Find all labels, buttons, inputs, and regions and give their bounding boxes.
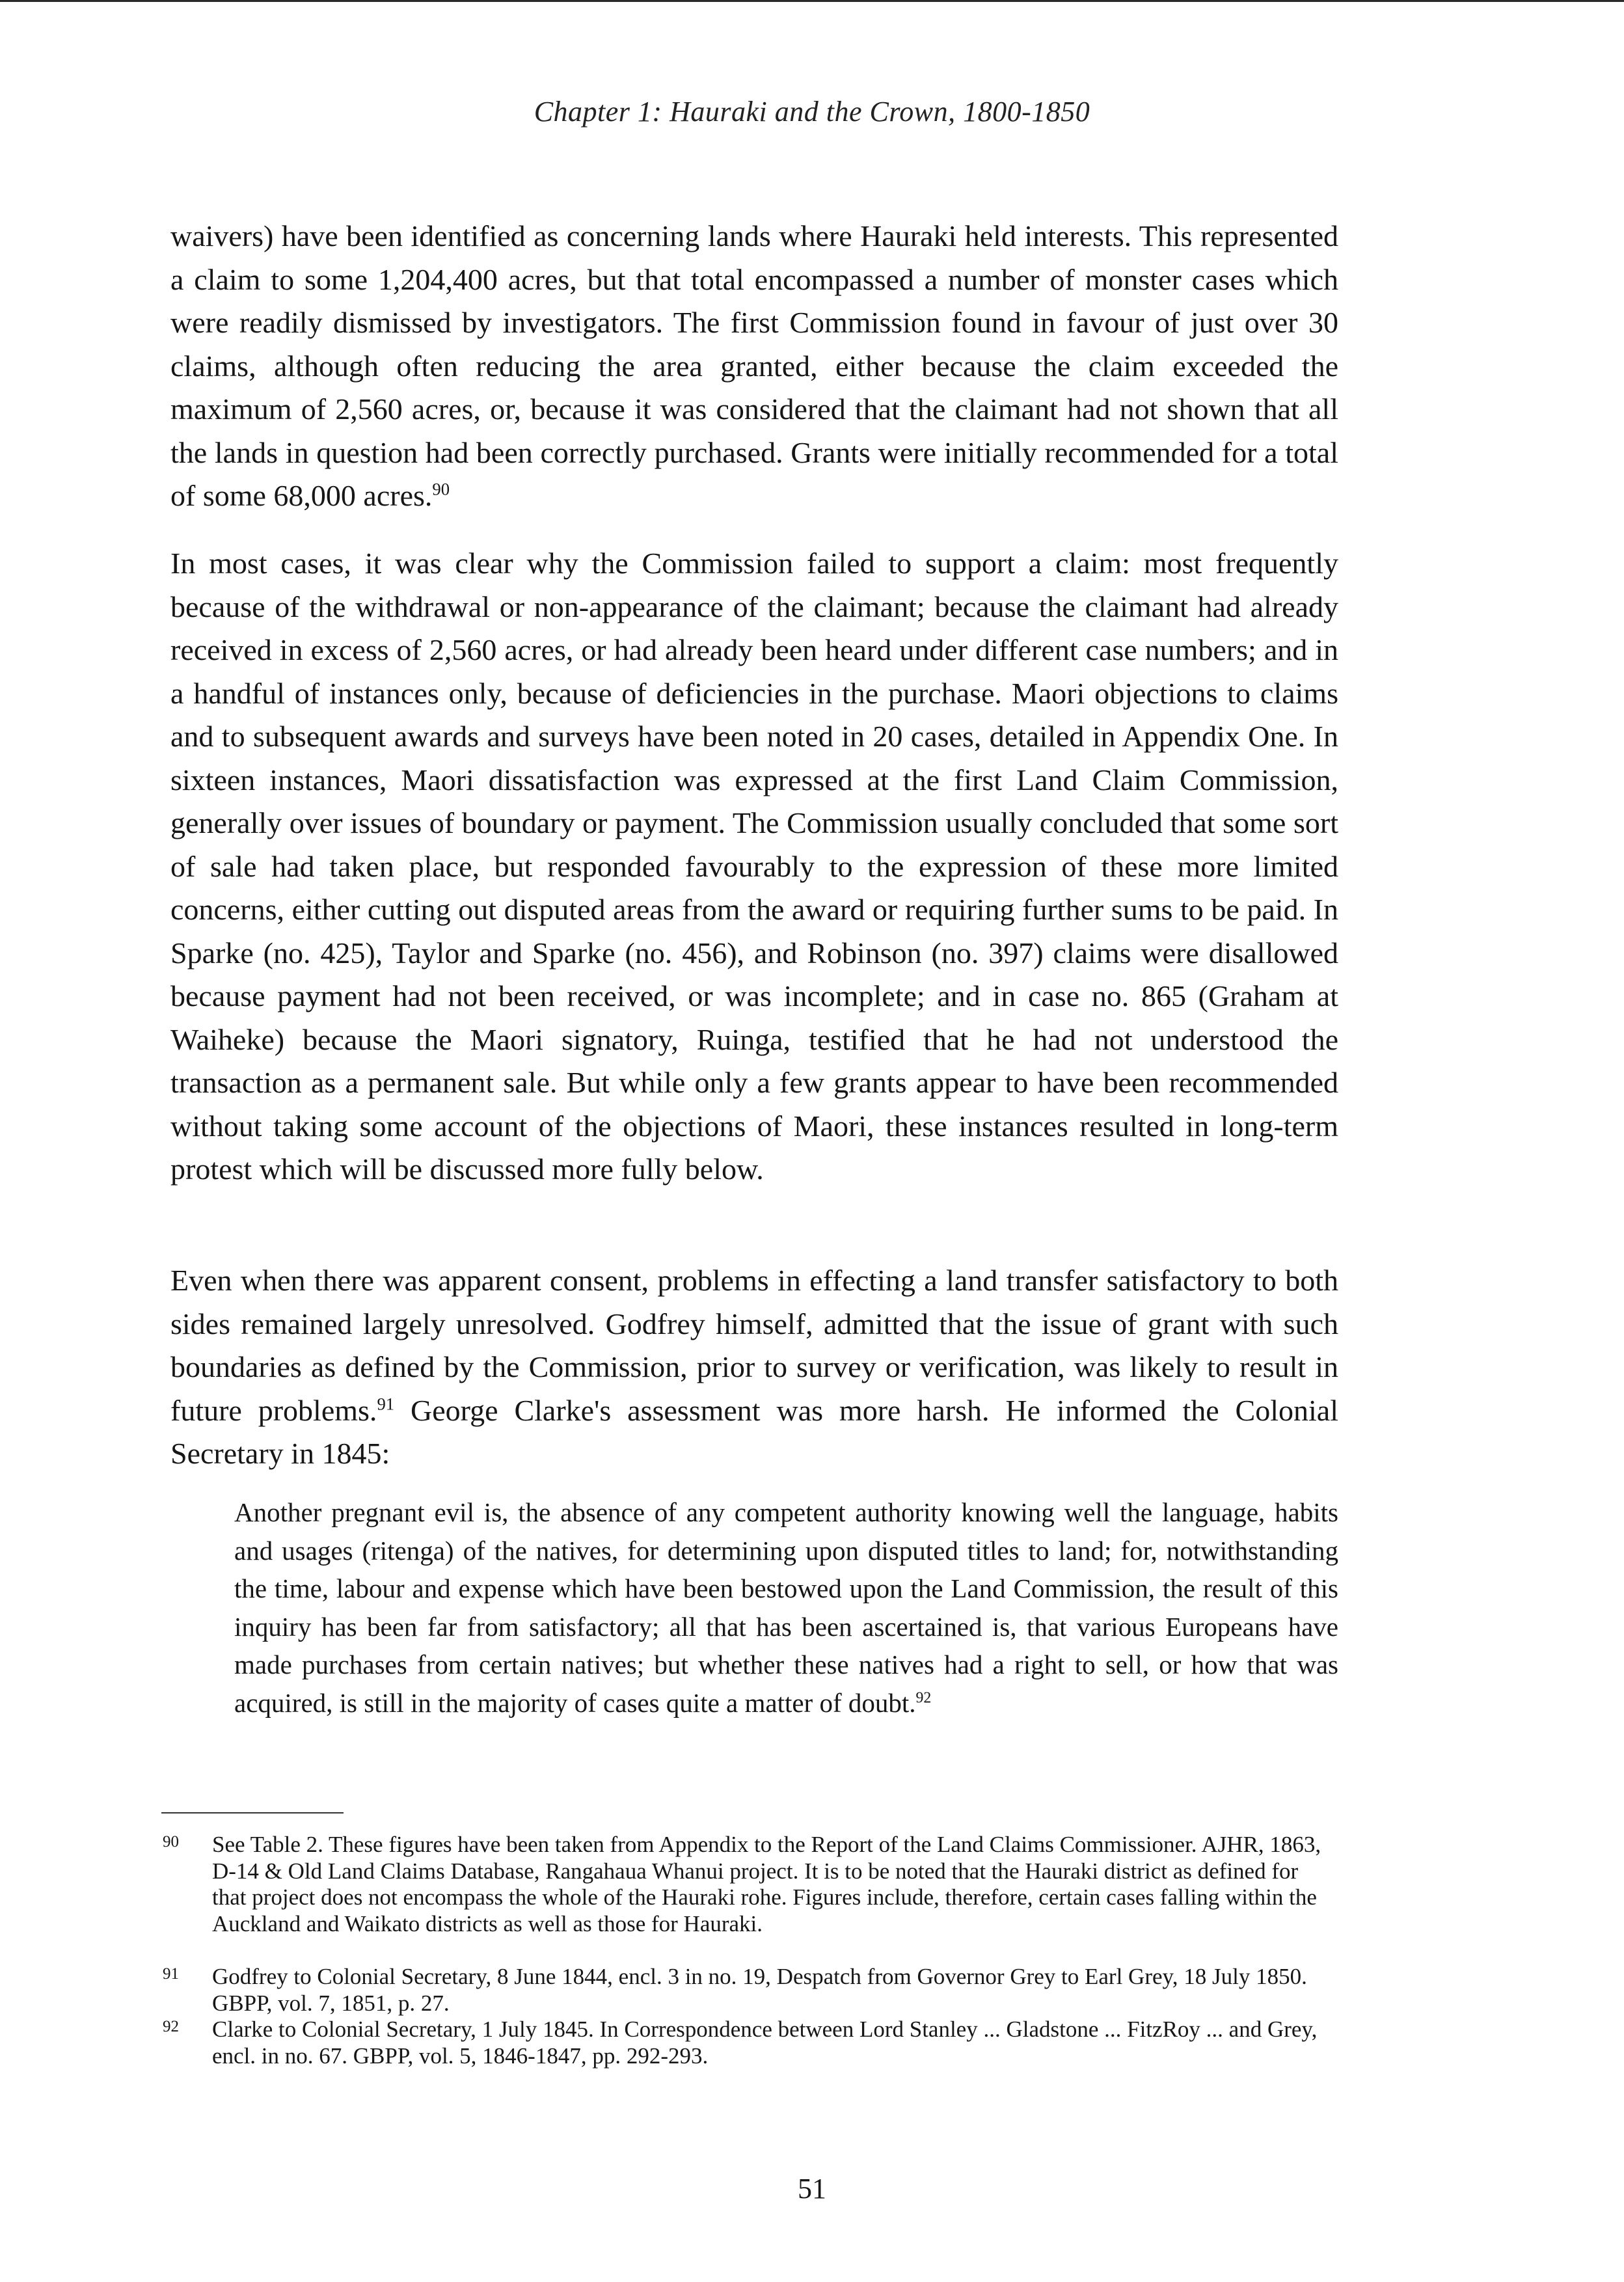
footnote-number: 92 (163, 2018, 179, 2035)
block-quote-text: Another pregnant evil is, the absence of any competent authority knowing well the language, habits and usages (ritenga) of the natives, for determining upon disputed titles to land; for, notwithstanding the time, labour and expense which have been bestowed upon the Land Commission, the result of this inquiry has been far from satisfactory; all that has been ascertained is, that various Europeans have made purchases from certain natives; but whether these natives had a right to sell, or how that was acquired, is still in the majority of cases quite a matter of doubt. (234, 1497, 1338, 1718)
top-edge-rule (0, 0, 1624, 2)
body-paragraph-2 (170, 542, 1338, 1191)
footnote-reference: 92 (915, 1689, 932, 1706)
running-header: Chapter 1: Hauraki and the Crown, 1800-1850 (534, 96, 1090, 128)
block-quote (234, 1493, 1338, 1722)
footnote-number: 91 (163, 1965, 179, 1983)
footnote-text: Clarke to Colonial Secretary, 1 July 1845. In Correspondence between Lord Stanley ... Gladstone ... FitzRoy ... and Grey, encl. in no. 67. GBPP, vol. 5, 1846-1847, pp. 292-293. (212, 2017, 1318, 2069)
paragraph-text: In most cases, it was clear why the Commission failed to support a claim: most frequently because of the withdrawal or non-appearance of the claimant; because the claimant had already received in excess of 2,560 acres, or had already been heard under different case numbers; and in a handful of instances only, because of deficiencies in the purchase. Maori objections to claims and to subsequent awards and surveys have been noted in 20 cases, detailed in Appendix One. In sixteen instances, Maori dissatisfaction was expressed at the first Land Claim Commission, generally over issues of boundary or payment. The Commission usually concluded that some sort of sale had taken place, but responded favourably to the expression of these more limited concerns, either cutting out disputed areas from the award or requiring further sums to be paid. In Sparke (no. 425), Taylor and Sparke (no. 456), and Robinson (no. 397) claims were disallowed because payment had not been received, or was incomplete; and in case no. 865 (Graham at Waiheke) because the Maori signatory, Ruinga, testified that he had not understood the transaction as a permanent sale. But while only a few grants appear to have been recommended without taking some account of the objections of Maori, these instances resulted in long-term protest which will be discussed more fully below. (170, 547, 1338, 1186)
footnote-text: See Table 2. These figures have been taken from Appendix to the Report of the Land Claims Commissioner. AJHR, 1863, D-14 & Old Land Claims Database, Rangahaua Whanui project. It is to be noted that the Hauraki district as defined for that project does not encompass the whole of the Hauraki rohe. Figures include, therefore, certain cases falling within the Auckland and Waikato districts as well as those for Hauraki. (212, 1832, 1321, 1936)
footnote-reference: 91 (377, 1394, 395, 1414)
footnote-number: 90 (163, 1833, 179, 1851)
body-paragraph-3 (170, 1259, 1338, 1476)
footnote-text: Godfrey to Colonial Secretary, 8 June 1844, encl. 3 in no. 19, Despatch from Governor Grey to Earl Grey, 18 July 1850. GBPP, vol. 7, 1851, p. 27. (212, 1964, 1307, 2016)
paragraph-text: waivers) have been identified as concerning lands where Hauraki held interests. This represented a claim to some 1,204,400 acres, but that total encompassed a number of monster cases which were readily dismissed by investigators. The first Commission found in favour of just over 30 claims, although often reducing the area granted, either because the claim exceeded the maximum of 2,560 acres, or, because it was considered that the claimant had not shown that all the lands in question had been correctly purchased. Grants were initially recommended for a total of some 68,000 acres. (170, 219, 1338, 512)
footnote-reference: 90 (432, 479, 450, 499)
page-number: 51 (798, 2173, 826, 2205)
paragraph-text-before: Even when there was apparent consent, problems in effecting a land transfer satisfactory to both sides remained largely unresolved. Godfrey himself, admitted that the issue of grant with such boundaries as defined by the Commission, prior to survey or verification, was likely to result in future problems. (170, 1264, 1338, 1427)
footnote-separator (161, 1812, 344, 1813)
body-paragraph-1 (170, 215, 1338, 518)
paragraph-text-after: George Clarke's assessment was more harsh. He informed the Colonial Secretary in 1845: (170, 1393, 1338, 1470)
